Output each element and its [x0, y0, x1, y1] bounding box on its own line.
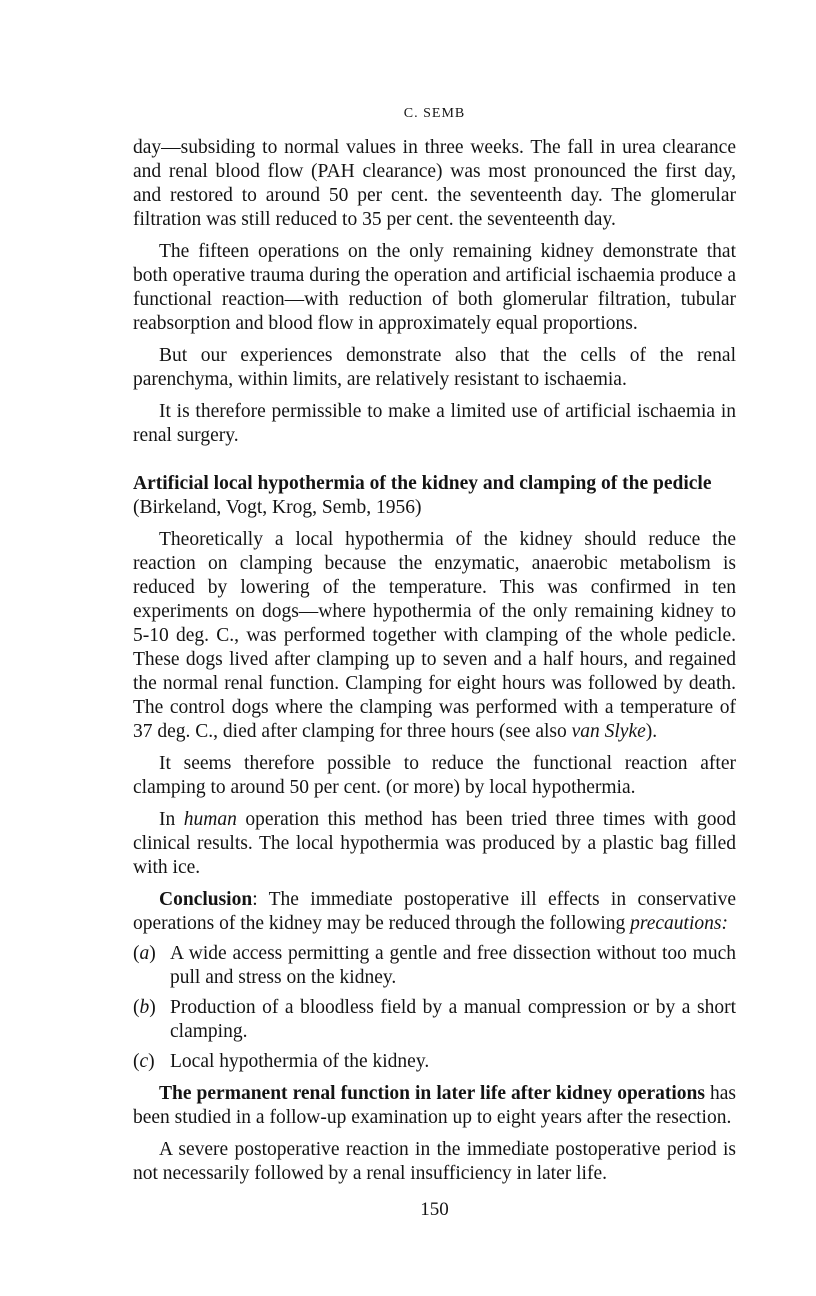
precautions-list — [133, 942, 736, 1074]
paragraph-5-end: ). — [645, 721, 658, 742]
conclusion-label: Conclusion — [159, 889, 253, 910]
paragraph-7-rest: operation this method has been tried three times with good clinical results. The local hypothermia was produced by a plastic bag filled with ice. — [133, 809, 737, 878]
conclusion-paragraph — [133, 888, 736, 936]
list-item-marker: (c) — [133, 1051, 155, 1072]
paragraph-7 — [133, 808, 736, 880]
conclusion-text: : The immediate postoperative ill effects in conservative operations of the kidney may be reduced through the following — [133, 889, 736, 934]
page-number: 150 — [420, 1199, 449, 1220]
paragraph-5 — [133, 528, 736, 744]
section-heading: Artificial local hypothermia of the kidney and clamping of the pedicle — [133, 473, 712, 494]
list-item-marker: (a) — [133, 943, 156, 964]
paragraph-4: It is therefore permissible to make a limited use of artificial ischaemia in renal surgery. — [133, 401, 736, 446]
paragraph-2: The fifteen operations on the only remaining kidney demonstrate that both operative trauma during the operation and artificial ischaemia produce a functional reaction—with reduction of both glomerular filtration, tubular reabsorption and blood flow in approximately equal proportions. — [133, 241, 736, 334]
paragraph-1: day—subsiding to normal values in three weeks. The fall in urea clearance and renal blood flow (PAH clearance) was most pronounced the first day, and restored to around 50 per cent. the seventeenth day. The glomerular filtration was still reduced to 35 per cent. the seventeenth day. — [133, 137, 736, 230]
paragraph-5-italic: van Slyke — [571, 721, 646, 742]
paragraph-9 — [133, 1082, 736, 1130]
paragraph-3: But our experiences demonstrate also that the cells of the renal parenchyma, within limits, are relatively resistant to ischaemia. — [133, 345, 736, 390]
list-item-text: Production of a bloodless field by a manual compression or by a short clamping. — [170, 997, 736, 1042]
conclusion-italic: precautions: — [630, 913, 728, 934]
list-item — [133, 996, 736, 1044]
paragraph-6: It seems therefore possible to reduce the functional reaction after clamping to around 50 per cent. (or more) by local hypothermia. — [133, 753, 736, 798]
list-item-text: A wide access permitting a gentle and free dissection without too much pull and stress on the kidney. — [170, 943, 736, 988]
paragraph-7-italic: human — [183, 809, 237, 830]
paragraph-5-text: Theoretically a local hypothermia of the kidney should reduce the reaction on clamping because the enzymatic, anaerobic metabolism is reduced by lowering of the temperature. This was confirmed in ten experiments on dogs—where hypothermia of the only remaining kidney to 5-10 deg. C., was performed together with clamping of the whole pedicle. These dogs lived after clamping up to seven and a half hours, and regained the normal renal function. Clamping for eight hours was followed by death. The control dogs where the clamping was performed with a temperature of 37 deg. C., died after clamping for three hours (see also — [133, 529, 736, 742]
paragraph-7-start: In — [159, 809, 184, 830]
running-head: C. SEMB — [403, 106, 466, 121]
list-item-marker: (b) — [133, 997, 156, 1018]
list-item — [133, 1050, 736, 1074]
paragraph-9-bold: The permanent renal function in later life after kidney operations — [159, 1083, 705, 1104]
section-citation: (Birkeland, Vogt, Krog, Semb, 1956) — [133, 497, 422, 518]
list-item-text: Local hypothermia of the kidney. — [170, 1051, 430, 1072]
paragraph-10: A severe postoperative reaction in the immediate postoperative period is not necessarily followed by a renal insufficiency in later life. — [133, 1139, 736, 1184]
paragraph-9-rest: has been studied in a follow-up examination up to eight years after the resection. — [133, 1083, 736, 1128]
list-item — [133, 942, 736, 990]
